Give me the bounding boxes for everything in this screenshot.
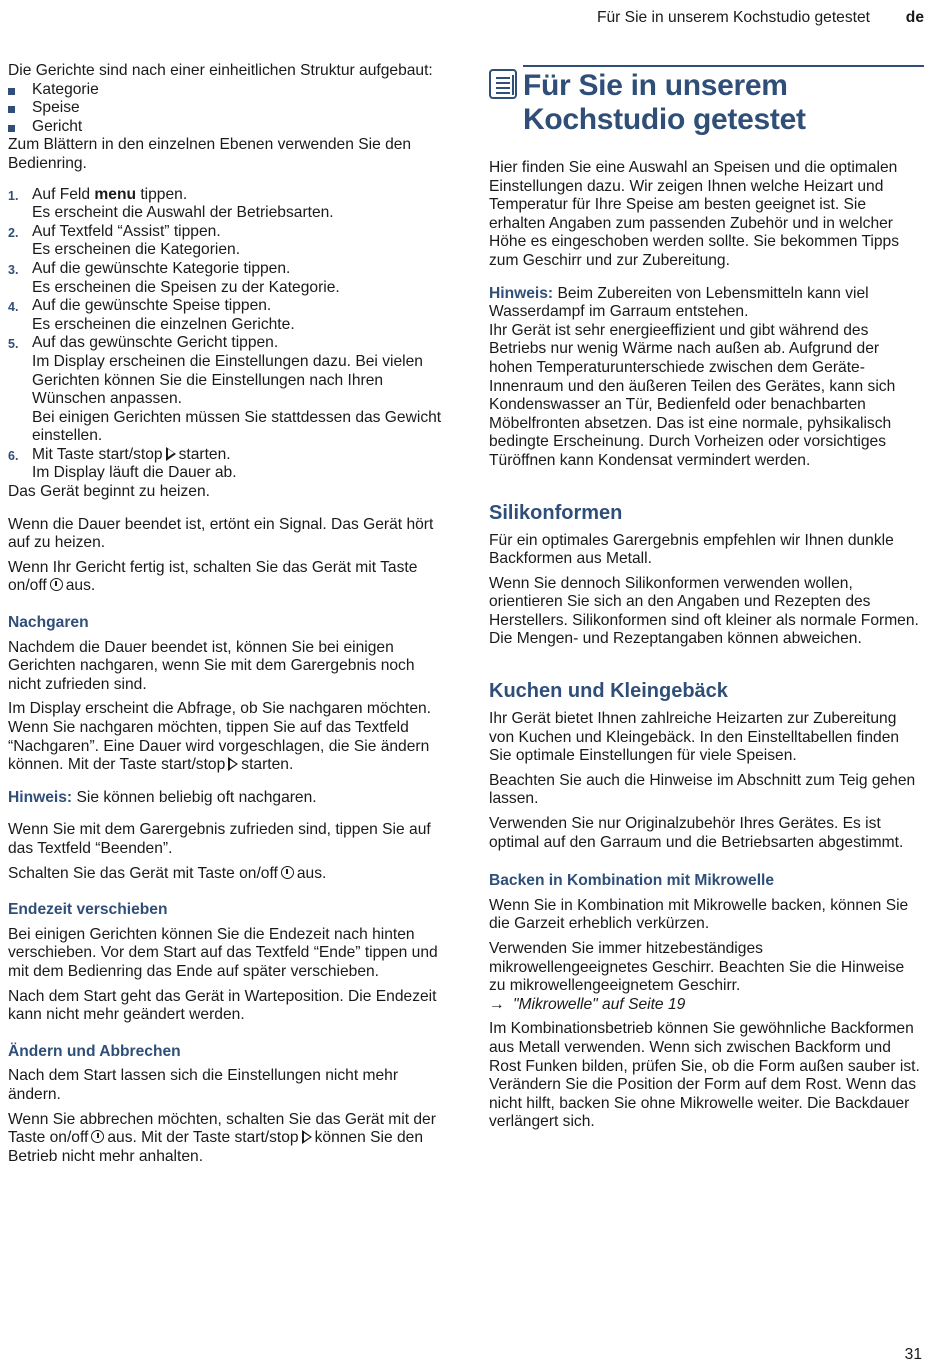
step-result: Es erscheinen die einzelnen Gerichte. [32,315,295,333]
start-stop-icon [166,447,176,461]
step-number: 5. [8,337,19,352]
text-part: starten. [241,756,294,774]
step-item [8,297,443,334]
heading-mikrowelle: Backen in Kombination mit Mikrowelle [489,872,775,890]
page-title-line: Für Sie in unserem [523,69,788,102]
paragraph: Bei einigen Gerichten können Sie die Endezeit nach hinten verschieben. Vor dem Start auf das Textfeld “Ende” tippen und mit dem Bedienring das Ende auf später verschieben. [8,925,438,980]
list-item: Kategorie [8,81,443,100]
paragraph: Wenn Sie dennoch Silikonformen verwenden wollen, orientieren Sie sich an den Angaben und Rezepten des Herstellers. Silikonformen sind oft kleiner als normale Formen. Die Mengen- und Rezeptangaben können abweichen. [489,574,919,648]
language-code: de [905,9,924,26]
step-result: Es erscheinen die Kategorien. [32,241,241,259]
left-column [8,62,443,1166]
step-number: 3. [8,262,19,277]
step-result: Bei einigen Gerichten müssen Sie stattdessen das Gewicht einstellen. [32,408,442,445]
heading-aendern: Ändern und Abbrechen [8,1042,181,1060]
step-text: starten. [178,445,231,463]
paragraph: Wenn Sie in Kombination mit Mikrowelle backen, können Sie die Garzeit erheblich verkürzen. [489,896,909,933]
text-part: aus. Mit der Taste start/stop [107,1129,299,1147]
right-column [489,62,924,1132]
menu-field-label: menu [94,185,136,203]
step-item [8,260,443,297]
text-part: Im Display erscheint die Abfrage, ob Sie nachgaren möchten. Wenn Sie nachgaren möchten, tippen Sie auf das Textfeld “Nachgaren”. Eine Dauer wird vorgeschlagen, die Sie ändern können. Mit der Taste start/stop [8,700,432,774]
cross-reference[interactable] [489,996,924,1015]
paragraph: Ihr Gerät ist sehr energieeffizient und gibt während des Betriebs nur wenig Wärme nach außen ab. Aufgrund der hohen Temperaturunterschiede zwischen dem Geräte-Innenraum und den äußeren Teilen des Gerätes, kann sich Kondenswasser an Tür, Bedienfeld oder benachbarten Möbelfronten absetzen. Das ist eine normale, pyhsikalisch bedingte Erscheinung. Durch Vorheizen oder vorsichtiges Türöffnen kann Kondensat vermindert werden. [489,321,896,469]
paragraph: Für ein optimales Garergebnis empfehlen wir Ihnen dunkle Backformen aus Metall. [489,531,894,568]
list-item: Speise [8,99,443,118]
scroll-hint: Zum Blättern in den einzelnen Ebenen verwenden Sie den Bedienring. [8,136,412,172]
text-part: können Sie den Betrieb nicht mehr anhalten. [8,1129,423,1165]
step-result: Es erscheint die Auswahl der Betriebsarten. [32,204,334,222]
paragraph: Wenn Sie mit dem Garergebnis zufrieden sind, tippen Sie auf das Textfeld “Beenden”. [8,821,431,857]
structure-intro: Die Gerichte sind nach einer einheitlichen Struktur aufgebaut: [8,62,433,79]
step-result: Im Display erscheinen die Einstellungen dazu. Bei vielen Gerichten können Sie die Einstellungen nach Ihren Wünschen anpassen. [32,352,423,408]
paragraph: Ihr Gerät bietet Ihnen zahlreiche Heizarten zur Zubereitung von Kuchen und Kleingebäck. In den Einstelltabellen finden Sie optimale Einstellungen für viele Speisen. [489,710,900,765]
paragraph: Verwenden Sie immer hitzebeständiges mikrowellengeeignetes Geschirr. Beachten Sie die Hinweise zu mikrowellengeeignetem Geschirr. [489,940,905,995]
arrow-right-icon: → [489,995,505,1013]
heading-endezeit: Endezeit verschieben [8,901,168,919]
paragraph: Nach dem Start geht das Gerät in Warteposition. Die Endezeit kann nicht mehr geändert werden. [8,987,437,1024]
step-number: 2. [8,225,19,240]
hint-paragraph [489,285,924,322]
signal-text: Wenn die Dauer beendet ist, ertönt ein Signal. Das Gerät hört auf zu heizen. [8,515,434,552]
intro-paragraph: Hier finden Sie eine Auswahl an Speisen und die optimalen Einstellungen dazu. Wir zeigen Ihnen welche Heizart und Temperatur für Ihre Speise am besten geeignet ist. Sie erhalten Angaben zum passenden Zubehör und in welcher Höhe es eingeschoben werden sollte. Sie bekommen Tipps zum Geschirr und zur Zubereitung. [489,159,900,269]
step-item [8,334,443,446]
step-text: Auf Feld [32,185,95,203]
step-text: Auf die gewünschte Kategorie tippen. [32,259,291,277]
step-text: Auf die gewünschte Speise tippen. [32,297,272,315]
text-part: aus. [296,864,327,882]
text-part: Schalten Sie das Gerät mit Taste on/off [8,864,278,882]
chapter-title [523,65,924,137]
heating-text: Das Gerät beginnt zu heizen. [8,483,210,501]
power-icon [50,578,63,591]
step-text: Auf das gewünschte Gericht tippen. [32,334,279,352]
step-number: 1. [8,188,19,203]
text-part: Wenn Ihr Gericht fertig ist, schalten Sie das Gerät mit Taste on/off [8,558,418,595]
chapter-list-icon [489,69,517,99]
step-number: 4. [8,300,19,315]
power-icon [91,1130,104,1143]
hint-paragraph [8,789,443,808]
paragraph: Verwenden Sie nur Originalzubehör Ihres Gerätes. Es ist optimal auf den Garraum und die Betriebsarten abgestimmt. [489,815,904,851]
structure-list [8,81,443,137]
start-stop-icon [302,1130,312,1144]
paragraph: Nach dem Start lassen sich die Einstellungen nicht mehr ändern. [8,1067,399,1103]
running-header: Für Sie in unserem Kochstudio getestet [596,9,870,26]
text-part: aus. [65,577,96,595]
page-title-line: Kochstudio getestet [523,103,806,136]
list-item: Gericht [8,118,443,137]
step-result: Es erscheinen die Speisen zu der Kategorie. [32,278,340,296]
step-item [8,223,443,260]
paragraph [8,700,443,774]
paragraph [8,1111,443,1167]
hint-text: Beim Zubereiten von Lebensmitteln kann viel Wasserdampf im Garraum entstehen. [489,284,869,321]
heading-nachgaren: Nachgaren [8,614,89,632]
paragraph: Nachdem die Dauer beendet ist, können Sie bei einigen Gerichten nachgaren, wenn Sie mit dem Garergebnis noch nicht zufrieden sind. [8,638,415,693]
hint-text: Sie können beliebig oft nachgaren. [72,788,317,806]
hint-label: Hinweis: [489,284,554,302]
switch-off-text [8,559,443,596]
step-text: Mit Taste start/stop [32,445,163,463]
step-text: Auf Textfeld “Assist” tippen. [32,222,221,240]
step-item [8,446,443,483]
paragraph: Im Kombinationsbetrieb können Sie gewöhnliche Backformen aus Metall verwenden. Wenn sich zwischen Backform und Rost Funken bilden, prüfen Sie, ob die Form außen sauber ist. Verändern Sie die Position der Form auf dem Rost. Wenn das nicht hilft, backen Sie ohne Mikrowelle weiter. Die Backdauer verlängert sich. [489,1020,920,1131]
heading-kuchen: Kuchen und Kleingebäck [489,680,728,703]
power-icon [281,866,294,879]
text-part: Wenn Sie abbrechen möchten, schalten Sie das Gerät mit der Taste on/off [8,1110,436,1147]
paragraph: Beachten Sie auch die Hinweise im Abschnitt zum Teig gehen lassen. [489,771,916,808]
step-item [8,186,443,223]
step-number: 6. [8,448,19,463]
page-number: 31 [904,1346,922,1363]
step-result: Im Display läuft die Dauer ab. [32,464,237,482]
paragraph [8,865,443,884]
hint-label: Hinweis: [8,788,73,806]
heading-silikonformen: Silikonformen [489,501,623,524]
step-text: tippen. [136,185,188,203]
start-stop-icon [228,757,238,771]
reference-link[interactable]: "Mikrowelle" auf Seite 19 [513,995,686,1013]
steps-list [8,186,443,484]
